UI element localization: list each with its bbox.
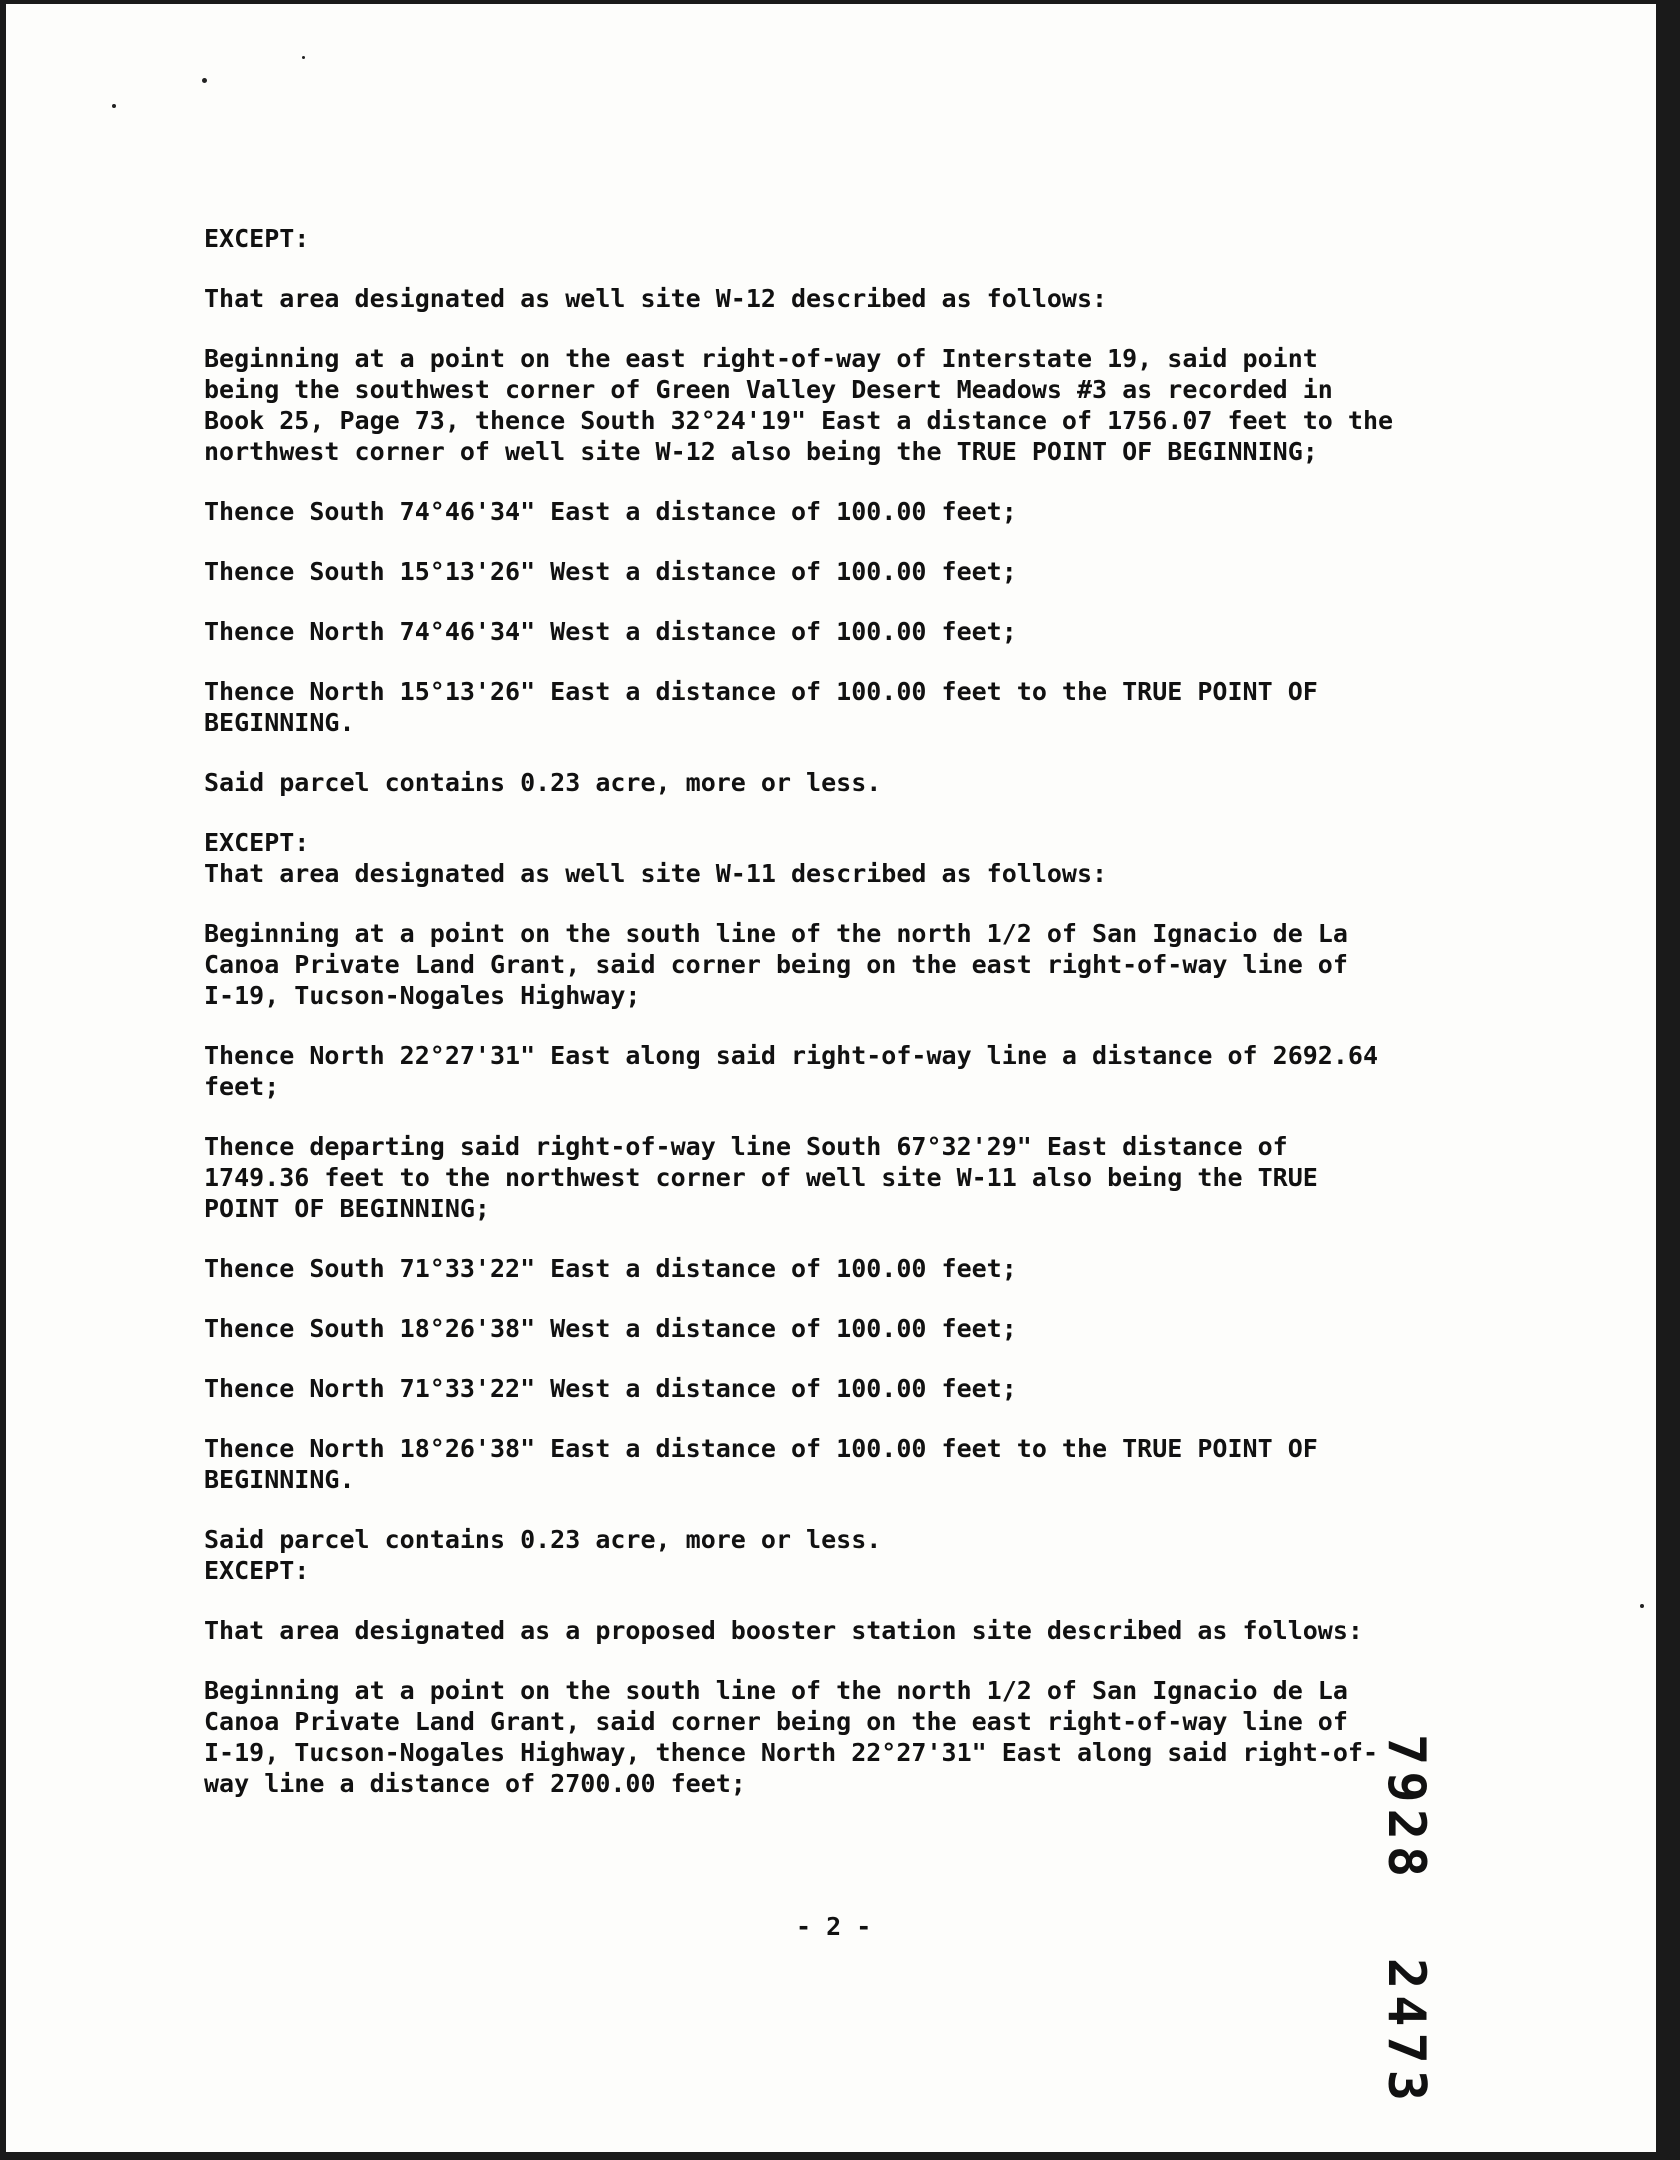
document-line: Thence South 15°13'26" West a distance of 100.00 feet; — [204, 557, 1017, 586]
scan-speck — [112, 104, 116, 108]
document-paragraph — [204, 1373, 1494, 1404]
document-paragraph — [204, 1131, 1494, 1224]
document-paragraph — [204, 1313, 1494, 1344]
document-line: Thence North 15°13'26" East a distance of 100.00 feet to the TRUE POINT OF — [204, 677, 1318, 706]
document-line: I-19, Tucson-Nogales Highway; — [204, 981, 641, 1010]
document-line: feet; — [204, 1072, 280, 1101]
document-line: Canoa Private Land Grant, said corner being on the east right-of-way line of — [204, 950, 1348, 979]
document-line: EXCEPT: — [204, 1556, 310, 1585]
scan-speck — [202, 78, 207, 83]
document-line: Thence departing said right-of-way line South 67°32'29" East distance of — [204, 1132, 1288, 1161]
document-paragraph — [204, 1040, 1494, 1102]
document-line: Said parcel contains 0.23 acre, more or less. — [204, 768, 882, 797]
document-line: That area designated as well site W-11 described as follows: — [204, 859, 1108, 888]
document-paragraph — [204, 1253, 1494, 1284]
document-paragraph — [204, 496, 1494, 527]
document-line: Thence North 22°27'31" East along said right-of-way line a distance of 2692.64 — [204, 1041, 1378, 1070]
document-line: Book 25, Page 73, thence South 32°24'19" East a distance of 1756.07 feet to the — [204, 406, 1394, 435]
document-line: northwest corner of well site W-12 also being the TRUE POINT OF BEGINNING; — [204, 437, 1318, 466]
scan-speck — [1640, 1604, 1644, 1608]
document-line: Thence North 74°46'34" West a distance of 100.00 feet; — [204, 617, 1017, 646]
document-paragraph — [204, 343, 1494, 467]
document-line: Beginning at a point on the south line of the north 1/2 of San Ignacio de La — [204, 919, 1348, 948]
document-line: Canoa Private Land Grant, said corner being on the east right-of-way line of — [204, 1707, 1348, 1736]
document-line: Beginning at a point on the south line of the north 1/2 of San Ignacio de La — [204, 1676, 1348, 1705]
document-line: Thence South 74°46'34" East a distance of 100.00 feet; — [204, 497, 1017, 526]
document-body — [204, 194, 1494, 1799]
document-line: 1749.36 feet to the northwest corner of well site W-11 also being the TRUE — [204, 1163, 1318, 1192]
document-paragraph — [204, 1615, 1494, 1646]
document-line: BEGINNING. — [204, 708, 355, 737]
document-line: POINT OF BEGINNING; — [204, 1194, 490, 1223]
document-line: being the southwest corner of Green Valley Desert Meadows #3 as recorded in — [204, 375, 1333, 404]
document-paragraph — [204, 1433, 1494, 1495]
page-number: - 2 - — [796, 1912, 872, 1941]
document-line: Thence North 18°26'38" East a distance of 100.00 feet to the TRUE POINT OF — [204, 1434, 1318, 1463]
document-line: I-19, Tucson-Nogales Highway, thence North 22°27'31" East along said right-of- — [204, 1738, 1378, 1767]
document-paragraph — [204, 767, 1494, 798]
document-paragraph — [204, 283, 1494, 314]
document-line: That area designated as a proposed booster station site described as follows: — [204, 1616, 1363, 1645]
document-paragraph — [204, 616, 1494, 647]
document-line: EXCEPT: — [204, 828, 310, 857]
document-line: way line a distance of 2700.00 feet; — [204, 1769, 746, 1798]
document-paragraph — [204, 223, 1494, 254]
document-paragraph — [204, 556, 1494, 587]
document-stamp-number: 7928 2473 — [1376, 1734, 1436, 2108]
document-paragraph — [204, 676, 1494, 738]
document-line: Said parcel contains 0.23 acre, more or less. — [204, 1525, 882, 1554]
document-line: BEGINNING. — [204, 1465, 355, 1494]
document-paragraph — [204, 827, 1494, 889]
document-line: EXCEPT: — [204, 224, 310, 253]
document-line: Thence South 71°33'22" East a distance of 100.00 feet; — [204, 1254, 1017, 1283]
document-line: Thence North 71°33'22" West a distance of 100.00 feet; — [204, 1374, 1017, 1403]
document-line: That area designated as well site W-12 described as follows: — [204, 284, 1108, 313]
document-paragraph — [204, 1675, 1494, 1799]
scan-speck — [302, 56, 305, 59]
document-paragraph — [204, 918, 1494, 1011]
document-paragraph — [204, 1524, 1494, 1586]
document-page — [6, 4, 1656, 2152]
document-line: Thence South 18°26'38" West a distance of 100.00 feet; — [204, 1314, 1017, 1343]
document-line: Beginning at a point on the east right-of-way of Interstate 19, said point — [204, 344, 1318, 373]
